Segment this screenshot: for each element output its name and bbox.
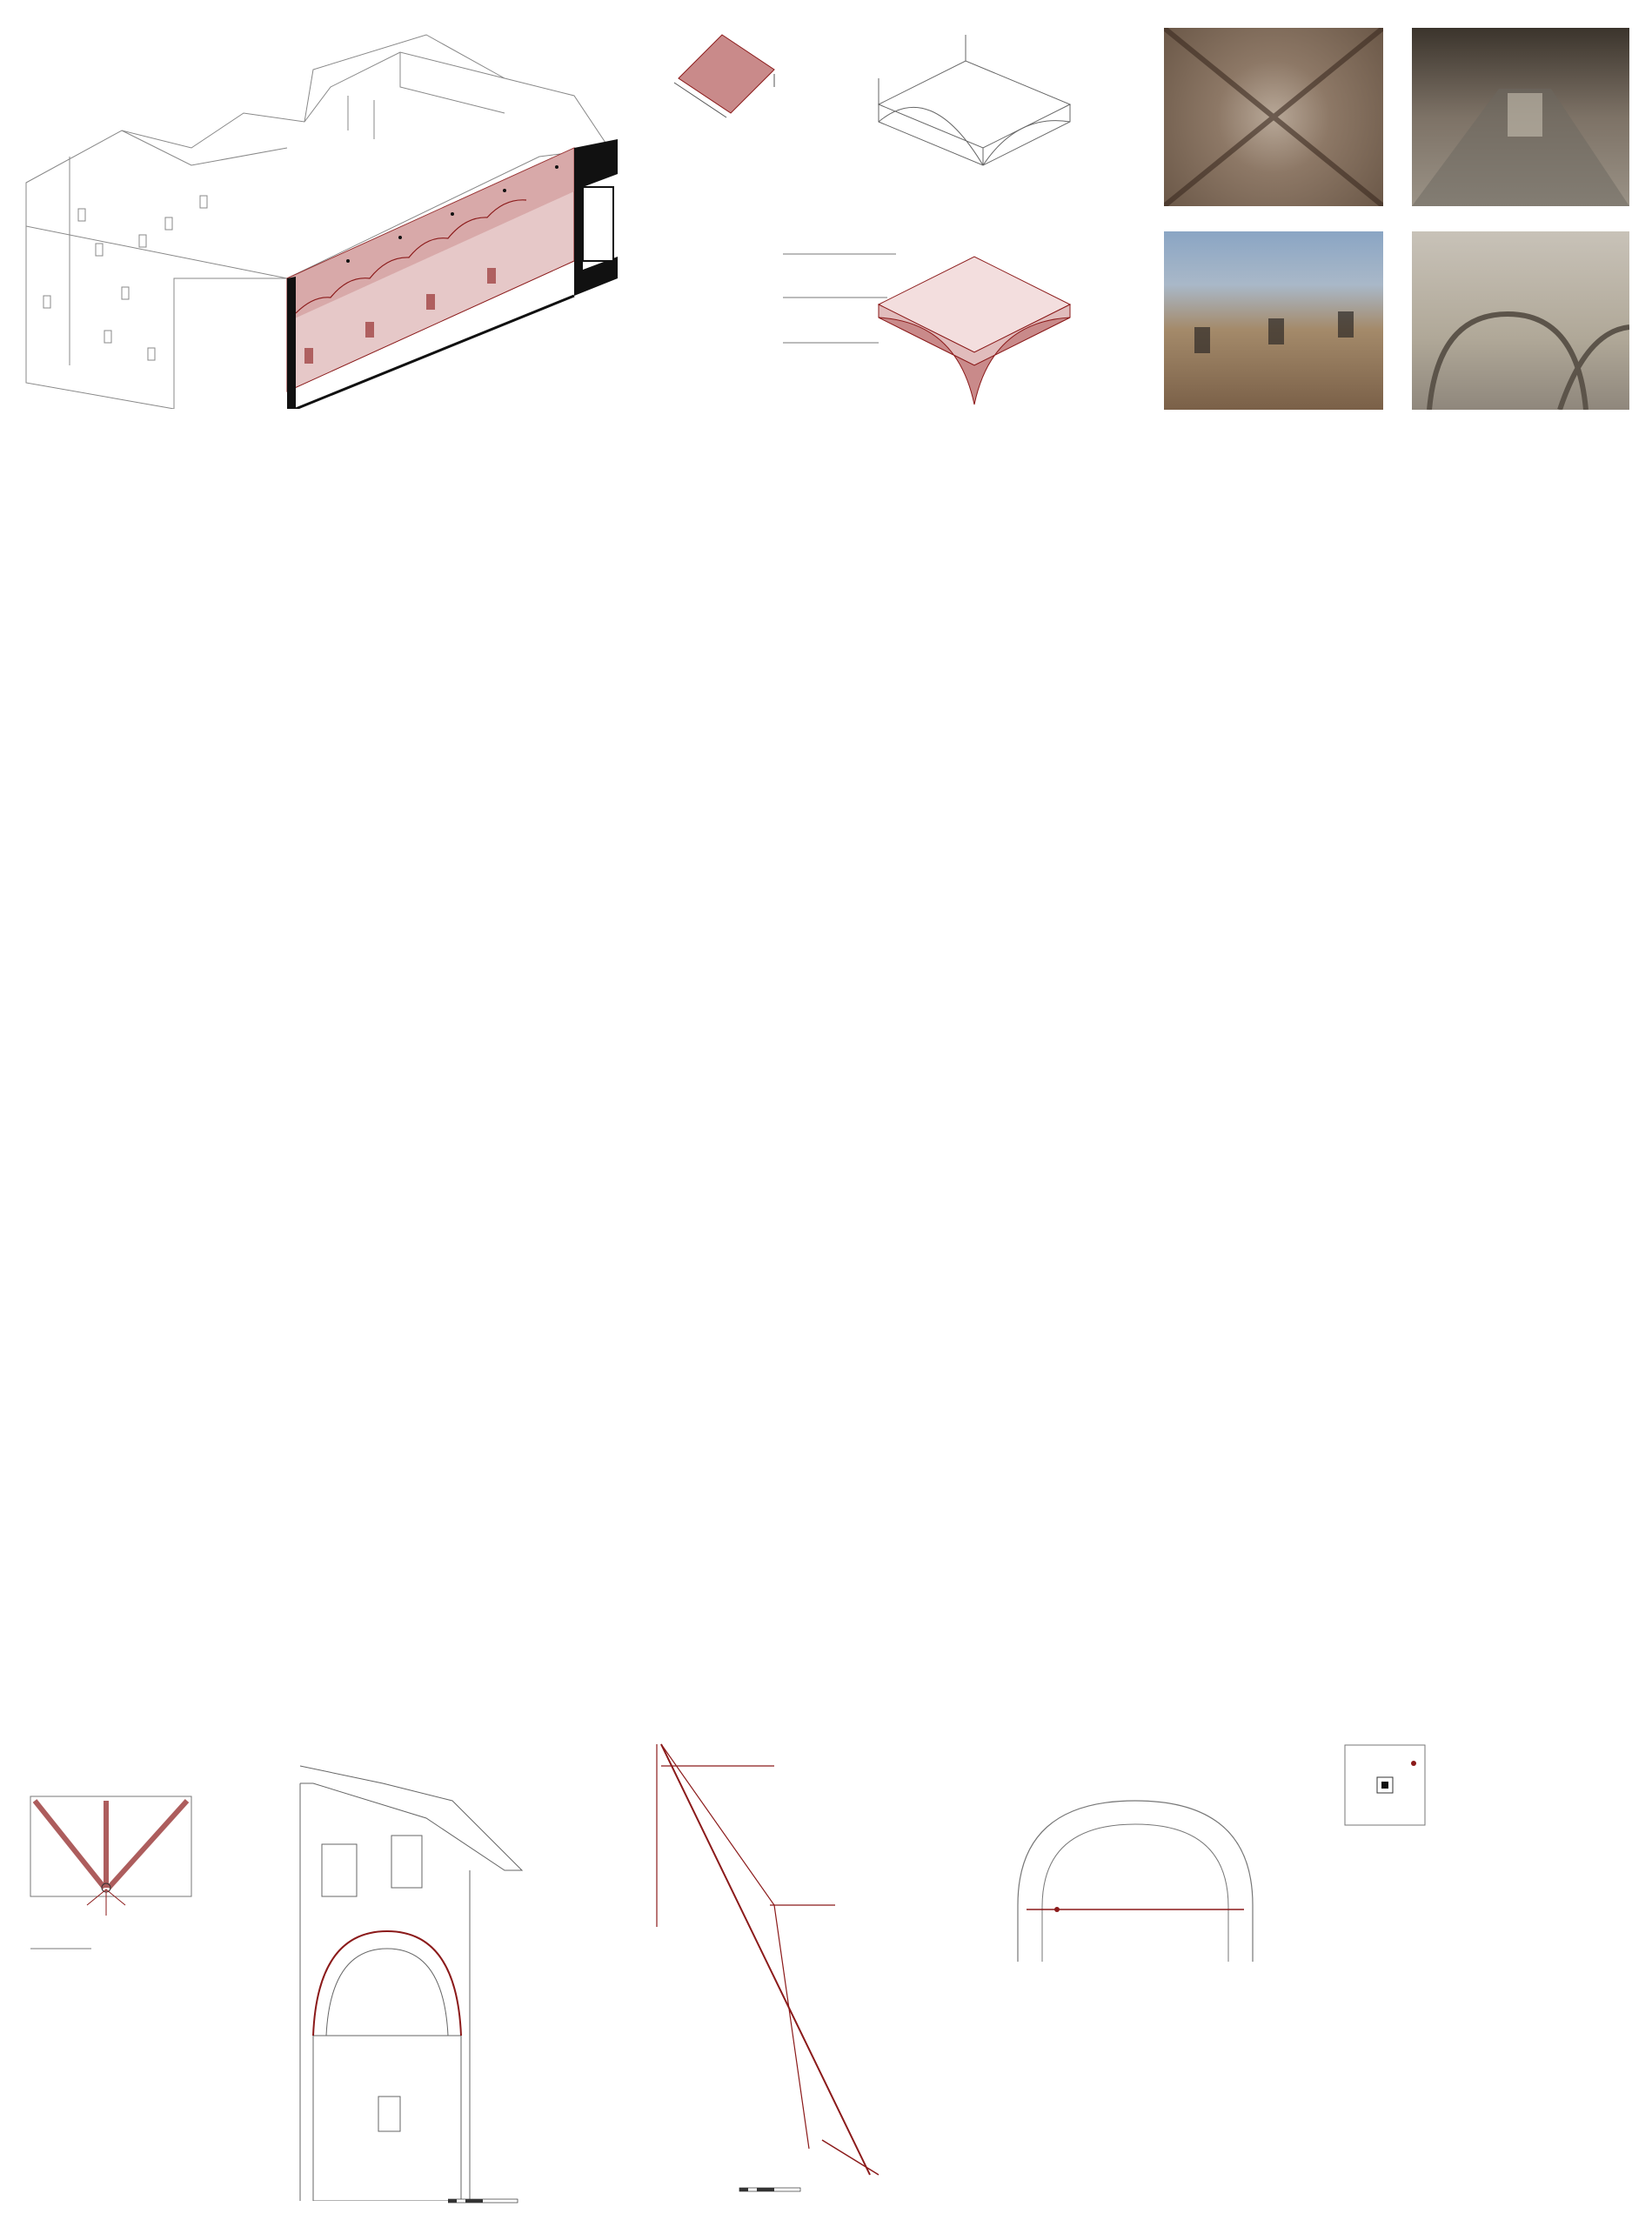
vault-plan-sketch <box>661 26 783 122</box>
thrust-vector-diagram <box>609 1731 913 2201</box>
capochiave-sketch <box>1344 1744 1431 1840</box>
thrust-plan-diagram <box>26 1792 200 1966</box>
photo-arcade <box>1412 231 1629 410</box>
building-axonometry <box>17 17 618 409</box>
section-drawing <box>296 1749 557 2201</box>
layer-leaders <box>783 252 905 348</box>
sezione-scalebar <box>448 2192 526 2210</box>
vault-wireframe <box>870 26 1079 174</box>
chain-arch-drawing <box>1009 1792 1270 1966</box>
photo-corridor <box>1412 28 1629 206</box>
photo-vault-ceiling <box>1164 28 1383 206</box>
photo-facade <box>1164 231 1383 410</box>
